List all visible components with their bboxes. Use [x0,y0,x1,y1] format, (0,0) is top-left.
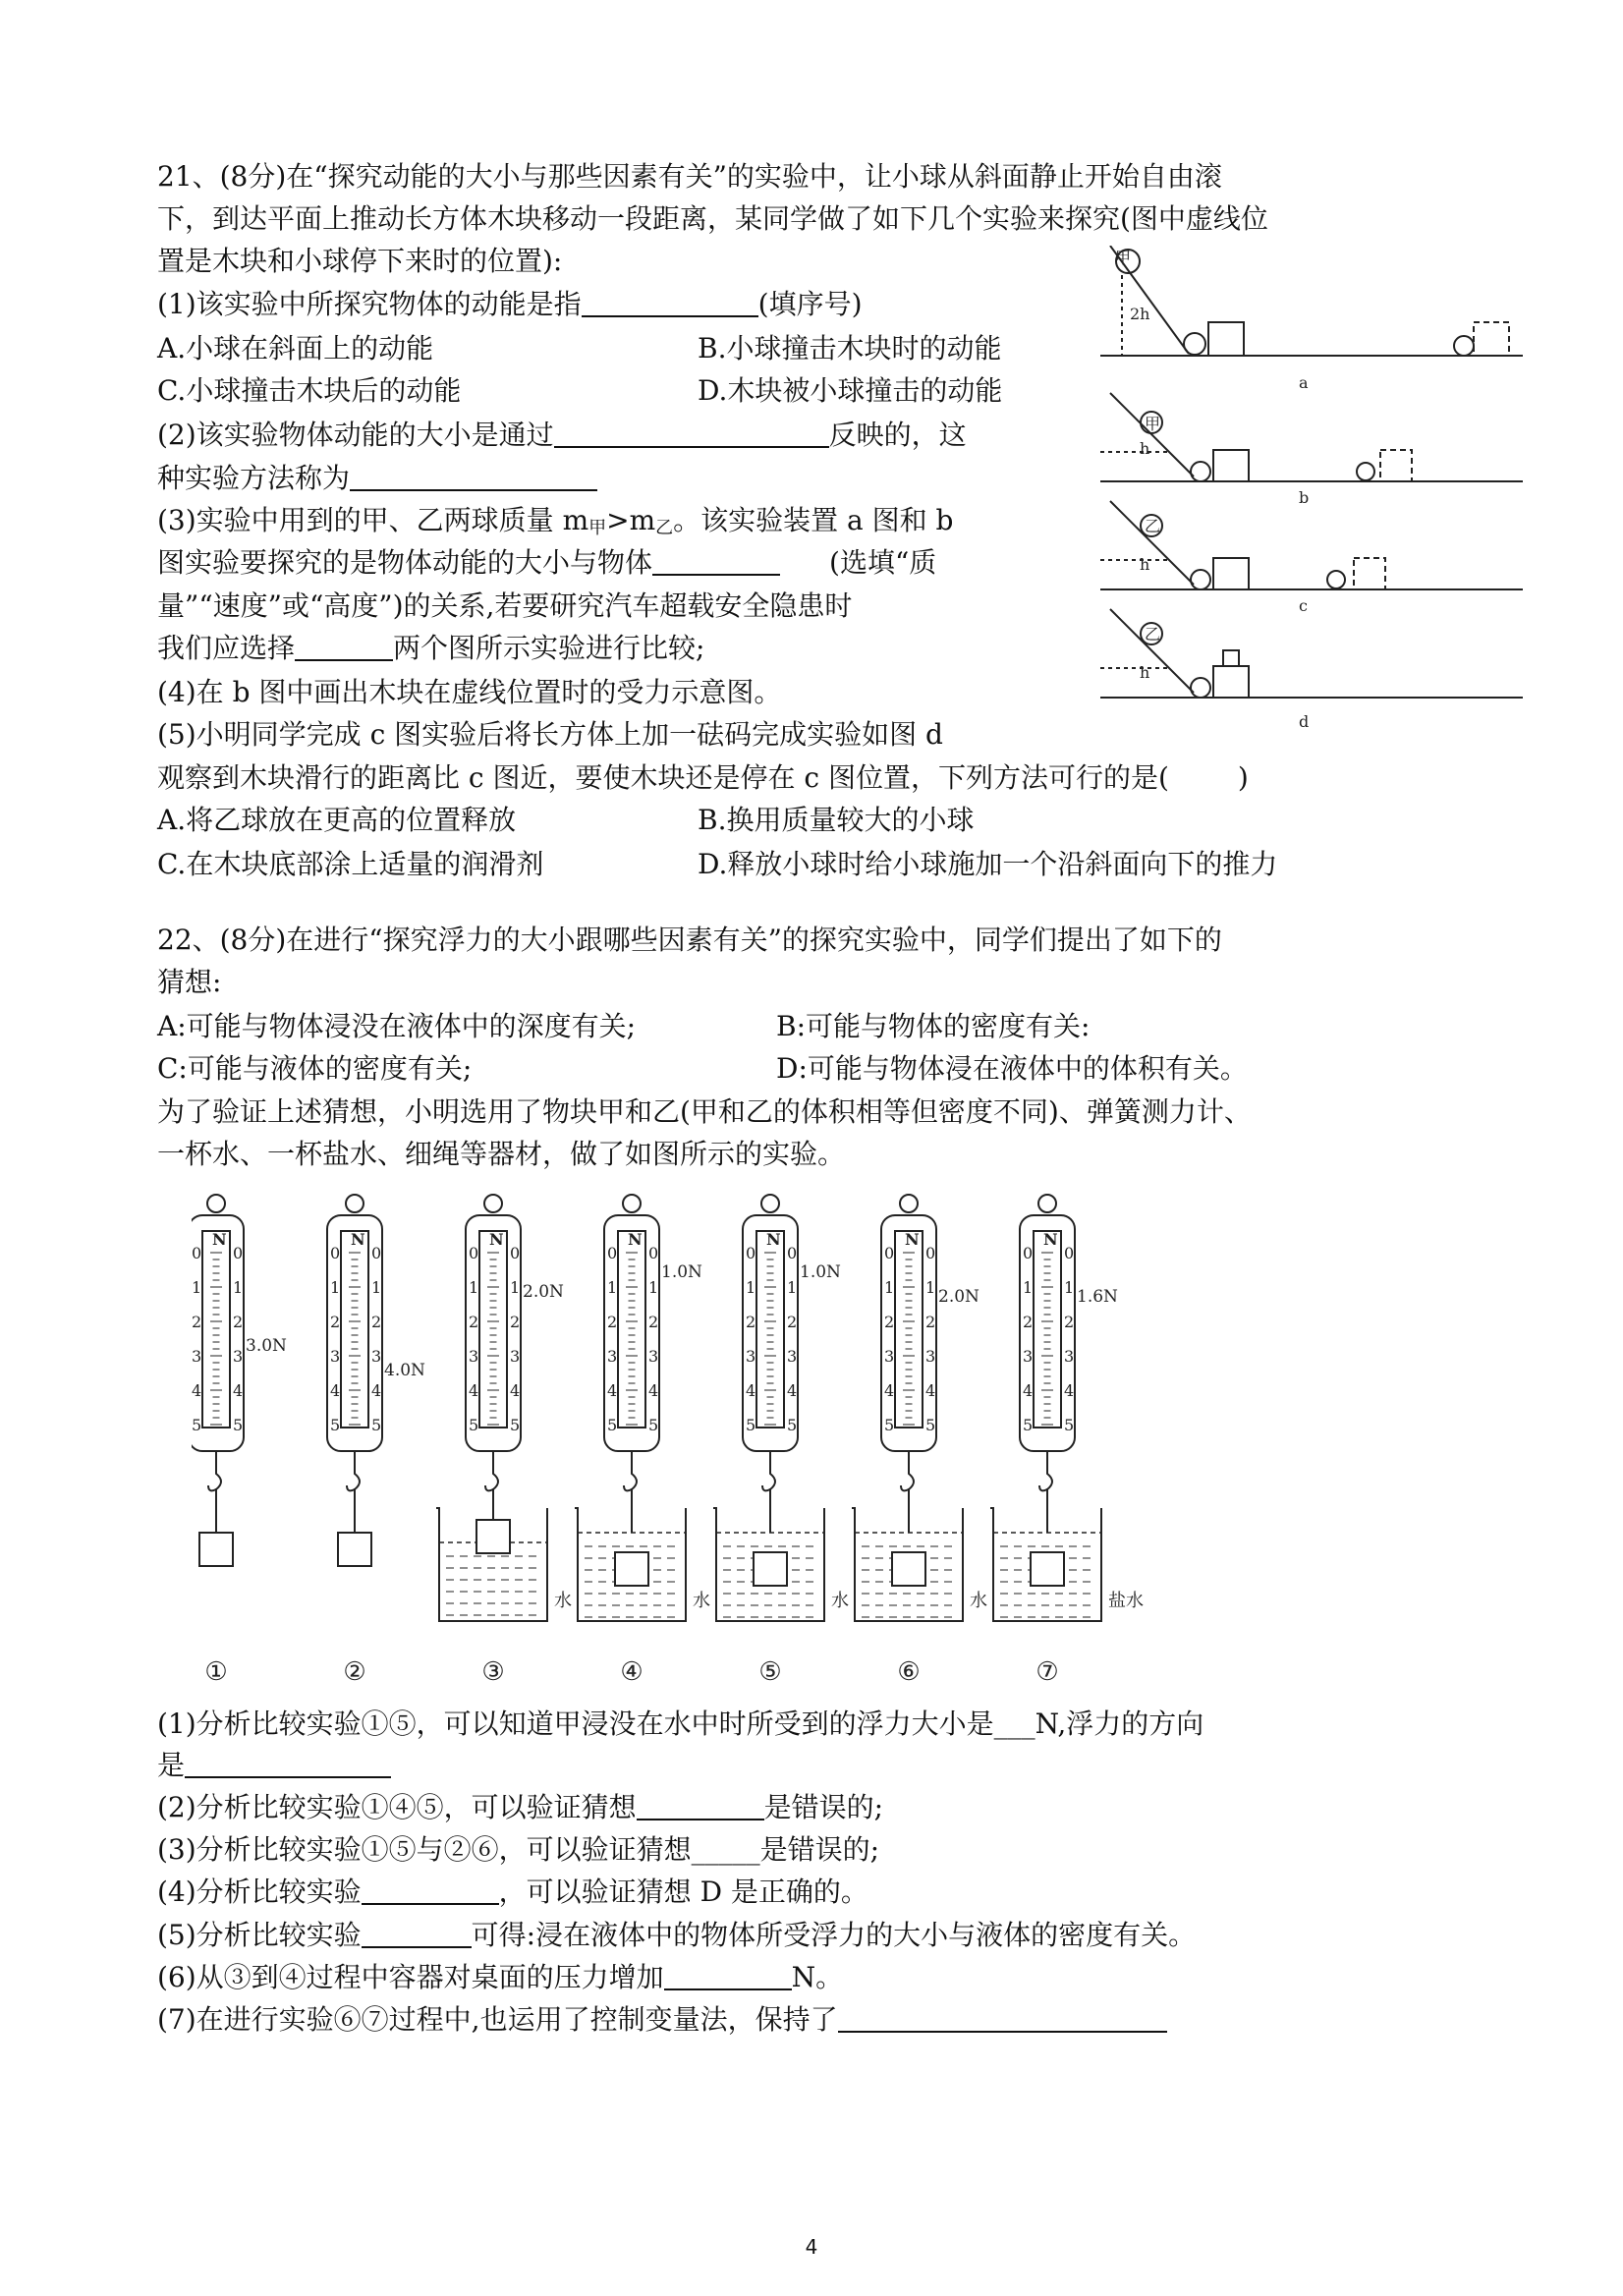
q21-intro-line2: 下，到达平面上推动长方体木块移动一段距离，某同学做了如下几个实验来探究(图中虚线位 [157,202,1268,235]
scale-tick-left: 2 [192,1313,202,1331]
scale-tick-right: 5 [648,1416,659,1434]
scale-tick-left: 3 [330,1347,341,1366]
scale-tick-left: 1 [884,1278,895,1297]
scale-tick-right: 2 [648,1313,659,1331]
scale-tick-right: 4 [648,1381,659,1400]
q21-part3-line1 [157,501,953,548]
q22-question6-tail: N。 [791,1961,844,1993]
q21-part4: (4)在 b 图中画出木块在虚线位置时的受力示意图。 [157,676,782,708]
experiment-number: ③ [481,1657,505,1687]
q22-question7-text: (7)在进行实验⑥⑦过程中,也运用了控制变量法，保持了 [157,2003,838,2036]
q22-question5-tail: 可得:浸在液体中的物体所受浮力的大小与液体的密度有关。 [471,1919,1197,1951]
ramp-diagram-b [1100,393,1523,481]
scale-tick-left: 1 [192,1278,202,1297]
scale-tick-right: 5 [1064,1416,1075,1434]
q21-part5-line1: (5)小明同学完成 c 图实验后将长方体上加一砝码完成实验如图 d [157,718,943,751]
scale-tick-left: 3 [884,1347,895,1366]
scale-tick-left: 3 [469,1347,479,1366]
q21-option-a: A.小球在斜面上的动能 [157,332,434,364]
scale-unit-label: N [1043,1230,1058,1249]
answer-blank[interactable] [554,419,829,448]
q21-part3-ask: 图实验要探究的是物体动能的大小与物体 [157,546,653,579]
scale-tick-right: 2 [787,1313,798,1331]
q22-question1-line2 [157,1746,391,1785]
q21-part3-text: (3)实验中用到的甲、乙两球质量 m [157,504,589,536]
liquid-label: 水 [970,1591,987,1611]
scale-tick-right: 3 [1064,1347,1075,1366]
experiment-number: ① [204,1657,228,1687]
q22-question5-text: (5)分析比较实验 [157,1919,362,1951]
scale-tick-right: 0 [925,1244,936,1262]
experiment-number: ⑥ [897,1657,921,1687]
spring-scale-5 [713,1195,849,1687]
scale-reading: 3.0N [246,1336,287,1356]
scale-tick-left: 2 [884,1313,895,1331]
scale-tick-left: 5 [746,1416,756,1434]
q22-intro-line3: 为了验证上述猜想，小明选用了物块甲和乙(甲和乙的体积相等但密度不同)、弹簧测力计、 [157,1095,1252,1128]
q21-intro-line3: 置是木块和小球停下来时的位置): [157,245,563,277]
diagram-label-b: b [1299,488,1310,507]
scale-tick-left: 2 [746,1313,756,1331]
scale-tick-right: 3 [925,1347,936,1366]
scale-tick-right: 4 [510,1381,521,1400]
ball-label-yi-c: 乙 [1145,517,1161,535]
answer-blank[interactable] [350,462,597,491]
scale-tick-left: 2 [607,1313,618,1331]
scale-tick-left: 0 [1023,1244,1034,1262]
scale-tick-left: 4 [746,1381,756,1400]
scale-tick-left: 2 [1023,1313,1034,1331]
scale-tick-right: 2 [371,1313,382,1331]
diagram-label-d: d [1299,712,1310,731]
scale-reading: 2.0N [523,1282,564,1302]
scale-tick-right: 2 [1064,1313,1075,1331]
liquid-label: 水 [831,1591,849,1611]
q21-option-c: C.小球撞击木块后的动能 [157,374,462,407]
q22-intro-line4: 一杯水、一杯盐水、细绳等器材，做了如图所示的实验。 [157,1138,846,1170]
scale-tick-right: 5 [787,1416,798,1434]
height-label-2h: 2h [1130,305,1150,323]
scale-tick-right: 1 [233,1278,244,1297]
experiment-number: ⑦ [1035,1657,1059,1687]
spring-scale-6 [852,1195,987,1687]
q21-intro-line1: 21、(8分)在“探究动能的大小与那些因素有关”的实验中，让小球从斜面静止开始自由滚 [157,160,1222,193]
scale-tick-left: 1 [469,1278,479,1297]
scale-tick-right: 0 [233,1244,244,1262]
q22-intro-line2: 猜想: [157,966,222,998]
liquid-label: 水 [554,1591,572,1611]
scale-tick-right: 1 [648,1278,659,1297]
q22-question2-text: (2)分析比较实验①④⑤，可以验证猜想 [157,1791,637,1823]
scale-tick-left: 4 [469,1381,479,1400]
q22-question4 [157,1873,868,1912]
scale-tick-left: 4 [884,1381,895,1400]
answer-blank[interactable] [664,1961,792,1990]
q22-question6-text: (6)从③到④过程中容器对桌面的压力增加 [157,1961,664,1993]
q22-question1-line1: (1)分析比较实验①⑤，可以知道甲浸没在水中时所受到的浮力大小是___N,浮力的方向 [157,1708,1204,1740]
scale-reading: 1.6N [1077,1287,1118,1307]
scale-tick-left: 4 [330,1381,341,1400]
ramp-experiment-figure [1100,246,1533,737]
q22-question4-tail: ，可以验证猜想 D 是正确的。 [498,1876,868,1908]
scale-tick-left: 1 [1023,1278,1034,1297]
q22-question5 [157,1916,1196,1955]
scale-tick-right: 0 [787,1244,798,1262]
spring-scale-1 [192,1195,287,1687]
scale-tick-right: 4 [787,1381,798,1400]
liquid-label: 水 [693,1591,710,1611]
height-label-h-d: h [1140,663,1150,682]
q21-part5-option-a: A.将乙球放在更高的位置释放 [157,804,517,836]
ball-label-jia: 甲 [1114,249,1132,267]
scale-tick-right: 5 [510,1416,521,1434]
scale-tick-right: 0 [371,1244,382,1262]
scale-tick-left: 0 [607,1244,618,1262]
q22-intro-line1: 22、(8分)在进行“探究浮力的大小跟哪些因素有关”的探究实验中，同学们提出了如下的 [157,924,1222,956]
scale-tick-right: 0 [1064,1244,1075,1262]
scale-unit-label: N [351,1230,365,1249]
scale-unit-label: N [212,1230,227,1249]
scale-tick-left: 0 [330,1244,341,1262]
q22-question2 [157,1788,883,1827]
scale-reading: 1.0N [661,1262,702,1282]
scale-tick-right: 3 [233,1347,244,1366]
experiment-number: ② [343,1657,366,1687]
scale-tick-left: 2 [330,1313,341,1331]
scale-reading: 1.0N [800,1262,841,1282]
ball-label-yi-d: 乙 [1145,625,1161,644]
q21-part1-tail: (填序号) [757,288,863,320]
q22-question3: (3)分析比较实验①⑤与②⑥，可以验证猜想_____是错误的; [157,1833,880,1866]
scale-tick-left: 4 [192,1381,202,1400]
scale-unit-label: N [489,1230,504,1249]
q22-guess-a: A:可能与物体浸没在液体中的深度有关; [157,1010,637,1042]
scale-tick-right: 5 [925,1416,936,1434]
q21-part3-tail: 。该实验装置 a 图和 b [673,504,954,536]
height-label-h-b: h [1140,439,1150,458]
answer-blank[interactable] [185,1749,391,1778]
scale-tick-left: 4 [607,1381,618,1400]
scale-tick-right: 1 [925,1278,936,1297]
scale-tick-left: 1 [746,1278,756,1297]
answer-blank[interactable] [362,1876,499,1905]
scale-tick-right: 3 [510,1347,521,1366]
scale-tick-right: 4 [925,1381,936,1400]
q21-part3-gt: >m [606,504,656,536]
scale-unit-label: N [905,1230,920,1249]
scale-tick-left: 3 [192,1347,202,1366]
q21-part5-option-b: B.换用质量较大的小球 [698,804,975,836]
q22-question6 [157,1958,843,1997]
q21-option-b: B.小球撞击木块时的动能 [698,332,1002,364]
diagram-label-c: c [1299,596,1308,615]
spring-scale-figure [192,1194,1174,1695]
q21-part5-option-d: D.释放小球时给小球施加一个沿斜面向下的推力 [698,848,1278,880]
scale-tick-left: 5 [607,1416,618,1434]
ramp-diagram-c [1100,501,1523,589]
scale-tick-right: 4 [371,1381,382,1400]
scale-reading: 2.0N [938,1287,979,1307]
q21-part2-tail: 反映的，这 [828,419,967,451]
answer-blank[interactable] [582,288,758,317]
scale-tick-right: 1 [787,1278,798,1297]
q22-question2-tail: 是错误的; [763,1791,884,1823]
scale-tick-left: 0 [469,1244,479,1262]
scale-tick-left: 0 [192,1244,202,1262]
subscript-jia: 甲 [588,518,607,538]
scale-tick-right: 2 [925,1313,936,1331]
q22-question4-text: (4)分析比较实验 [157,1876,362,1908]
answer-blank[interactable] [295,632,393,661]
q21-part3-line3: 量”“速度”或“高度”)的关系,若要研究汽车超载安全隐患时 [157,589,853,622]
answer-blank[interactable] [838,2003,1167,2033]
scale-tick-left: 5 [469,1416,479,1434]
q21-part3-select: 我们应选择 [157,632,296,664]
ramp-diagram-d [1100,609,1523,698]
scale-tick-right: 1 [1064,1278,1075,1297]
page-number: 4 [805,2235,818,2259]
q21-part3-line2 [157,543,936,583]
q21-part5-option-c: C.在木块底部涂上适量的润滑剂 [157,848,544,880]
scale-reading: 4.0N [384,1361,425,1380]
q21-part3-line4 [157,629,704,668]
scale-tick-left: 5 [330,1416,341,1434]
q22-guess-d: D:可能与物体浸在液体中的体积有关。 [776,1052,1248,1085]
scale-tick-left: 3 [746,1347,756,1366]
q21-option-d: D.木块被小球撞击的动能 [698,374,1003,407]
scale-tick-right: 4 [1064,1381,1075,1400]
q21-part1 [157,285,863,324]
scale-tick-right: 3 [371,1347,382,1366]
scale-tick-right: 2 [233,1313,244,1331]
scale-tick-left: 1 [330,1278,341,1297]
scale-unit-label: N [628,1230,643,1249]
scale-tick-left: 3 [607,1347,618,1366]
q21-part3-compare: 两个图所示实验进行比较; [393,632,705,664]
diagram-label-a: a [1299,373,1309,392]
scale-tick-right: 1 [371,1278,382,1297]
q21-part2-line2 [157,459,597,498]
answer-blank[interactable] [652,546,780,576]
scale-tick-left: 4 [1023,1381,1034,1400]
experiment-number: ④ [620,1657,644,1687]
scale-tick-right: 5 [371,1416,382,1434]
ball-label-jia-b: 甲 [1145,415,1161,433]
spring-scale-3 [436,1195,572,1687]
scale-tick-right: 0 [510,1244,521,1262]
spring-scale-4 [575,1195,710,1687]
q22-guess-b: B:可能与物体的密度有关: [776,1010,1091,1042]
height-label-h-c: h [1140,555,1150,574]
scale-tick-left: 5 [192,1416,202,1434]
spring-scale-7 [990,1195,1144,1687]
experiment-number: ⑤ [758,1657,782,1687]
scale-tick-left: 0 [746,1244,756,1262]
q21-part5-close: ) [1237,761,1249,794]
ramp-diagram-a [1100,246,1523,356]
scale-tick-left: 5 [884,1416,895,1434]
scale-tick-right: 2 [510,1313,521,1331]
answer-blank[interactable] [637,1791,764,1820]
q21-part2-line1 [157,416,967,455]
spring-scale-2 [327,1195,425,1687]
scale-tick-right: 4 [233,1381,244,1400]
scale-tick-right: 5 [233,1416,244,1434]
q21-part5-line2 [157,758,1249,798]
q22-guess-c: C:可能与液体的密度有关; [157,1052,473,1085]
q21-part2-text: (2)该实验物体动能的大小是通过 [157,419,554,451]
scale-unit-label: N [766,1230,781,1249]
scale-tick-right: 1 [510,1278,521,1297]
scale-tick-left: 5 [1023,1416,1034,1434]
q21-part3-choose: (选填“质 [829,546,937,579]
answer-blank[interactable] [362,1919,472,1948]
scale-tick-right: 3 [787,1347,798,1366]
scale-tick-left: 3 [1023,1347,1034,1366]
q21-part1-text: (1)该实验中所探究物体的动能是指 [157,288,582,320]
scale-tick-left: 2 [469,1313,479,1331]
liquid-label: 盐水 [1108,1591,1144,1611]
q22-question7 [157,2000,1167,2040]
q21-part5-question: 观察到木块滑行的距离比 c 图近，要使木块还是停在 c 图位置，下列方法可行的是( [157,761,1169,794]
scale-tick-left: 1 [607,1278,618,1297]
scale-tick-right: 3 [648,1347,659,1366]
q22-question1-is: 是 [157,1749,186,1781]
scale-tick-left: 0 [884,1244,895,1262]
q21-part2-method: 种实验方法称为 [157,462,351,494]
scale-tick-right: 0 [648,1244,659,1262]
subscript-yi: 乙 [655,518,674,538]
